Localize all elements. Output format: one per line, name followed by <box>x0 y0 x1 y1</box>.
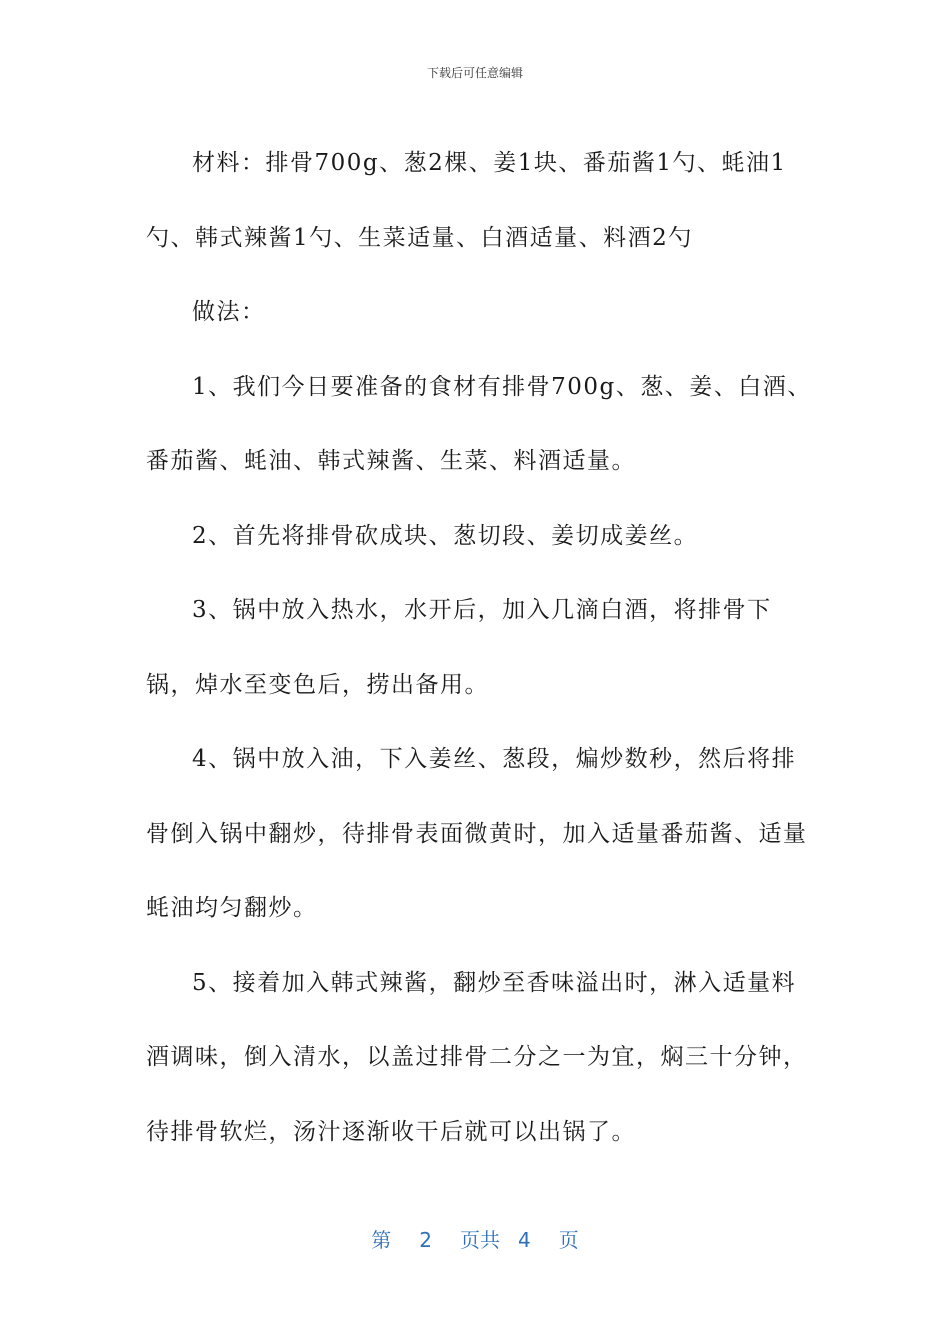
footer-suffix: 页 <box>558 1228 579 1252</box>
step-1-paragraph: 1、我们今日要准备的食材有排骨700g、葱、姜、白酒、番茄酱、蚝油、韩式辣酱、生菜、料酒适量。 <box>146 373 812 474</box>
step-3-paragraph: 3、锅中放入热水，水开后，加入几滴白酒，将排骨下锅，焯水至变色后，捞出备用。 <box>146 597 772 698</box>
footer-total-pages: 4 <box>518 1228 531 1252</box>
page-footer <box>0 1224 950 1253</box>
footer-middle: 页共 <box>460 1228 500 1252</box>
step-2-paragraph: 2、首先将排骨砍成块、葱切段、姜切成姜丝。 <box>192 522 699 549</box>
footer-current-page: 2 <box>419 1228 432 1252</box>
footer-prefix: 第 <box>371 1228 392 1252</box>
ingredients-paragraph: 材料：排骨700g、葱2棵、姜1块、番茄酱1勺、蚝油1勺、韩式辣酱1勺、生菜适量、白酒适量、料酒2勺 <box>146 150 787 251</box>
step-5-paragraph: 5、接着加入韩式辣酱，翻炒至香味溢出时，淋入适量料酒调味，倒入清水，以盖过排骨二分之一为宜，焖三十分钟，待排骨软烂，汤汁逐渐收干后就可以出锅了。 <box>146 969 808 1145</box>
step-4-paragraph: 4、锅中放入油，下入姜丝、葱段，煸炒数秒，然后将排骨倒入锅中翻炒，待排骨表面微黄时，加入适量番茄酱、适量蚝油均匀翻炒。 <box>146 746 808 921</box>
method-heading: 做法： <box>192 299 266 325</box>
header-note: 下载后可任意编辑 <box>426 66 523 80</box>
document-body <box>146 126 816 1169</box>
